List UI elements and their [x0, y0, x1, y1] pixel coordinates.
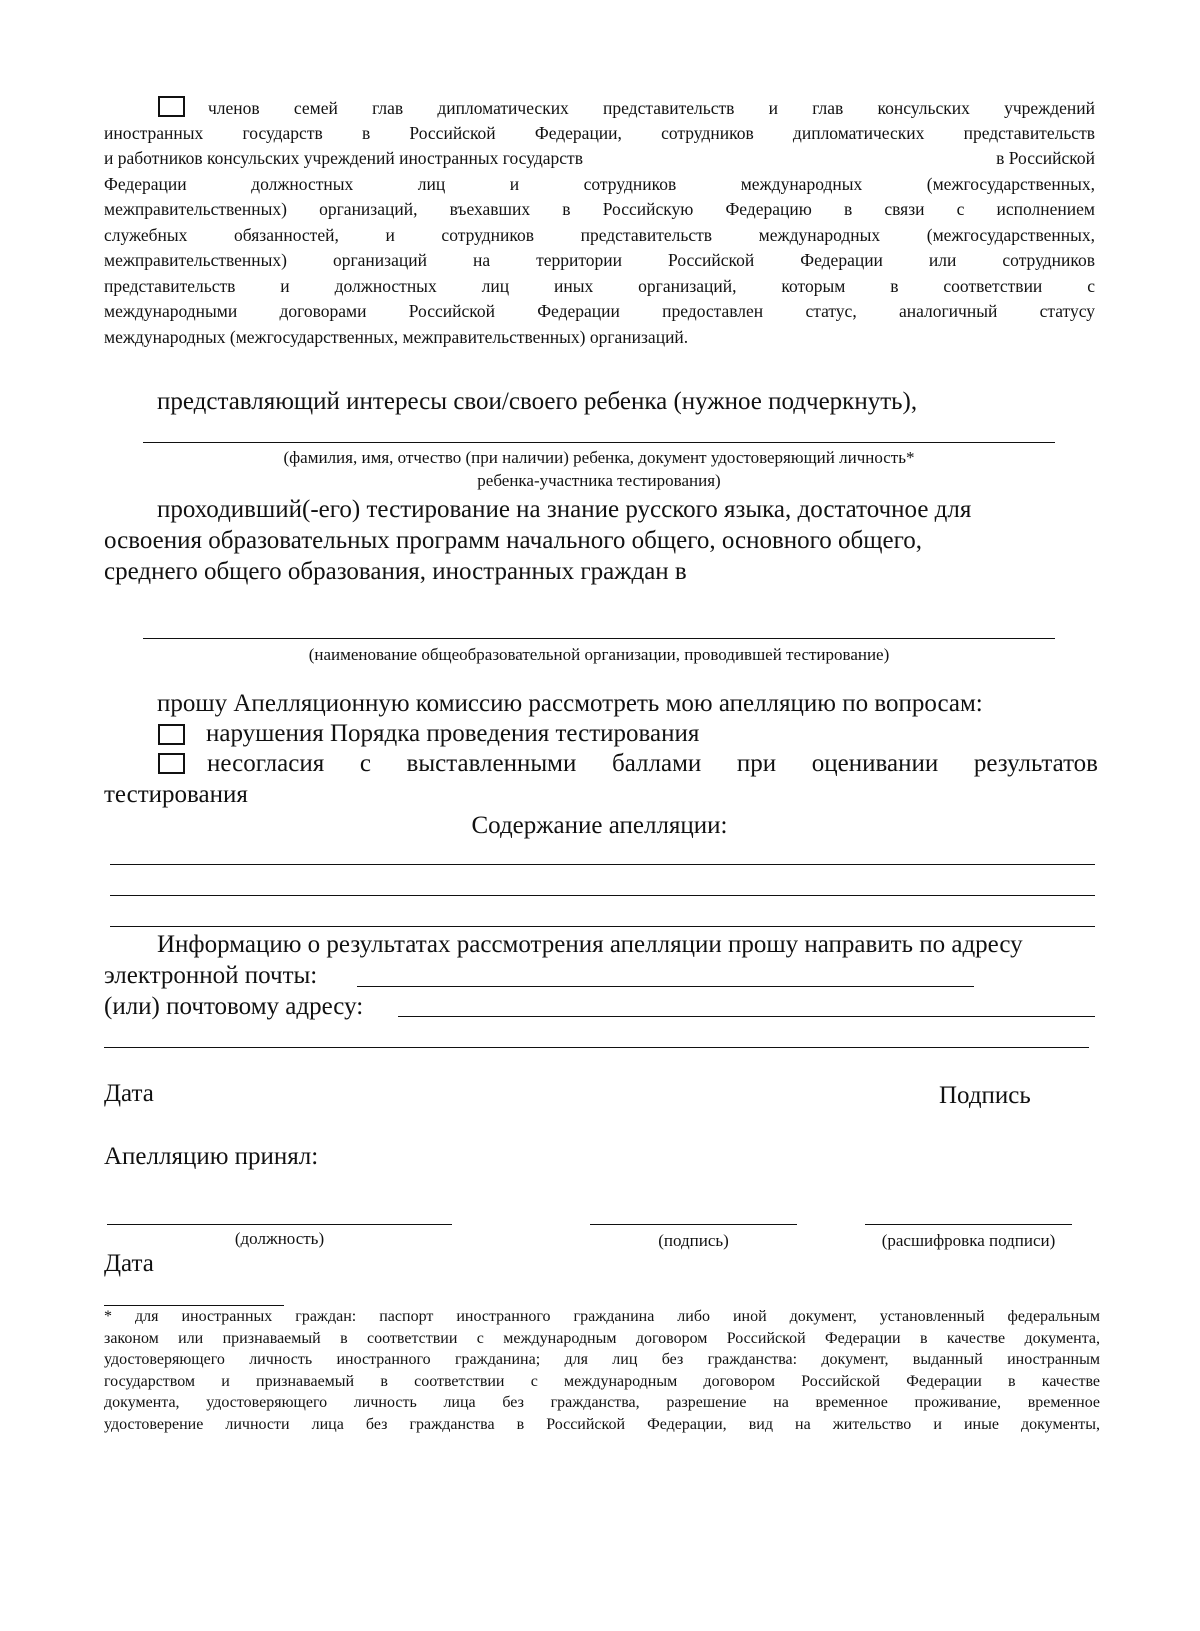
post-address-field-line[interactable]	[398, 1016, 1095, 1017]
category-checkbox[interactable]	[158, 96, 185, 117]
post-address-label: (или) почтовому адресу:	[104, 993, 364, 1020]
category-line-6: служебных обязанностей, и сотрудников представительств международных (межгосударственных,	[104, 225, 1095, 245]
signature-caption: (подпись)	[658, 1231, 729, 1250]
appeal-content-heading: Содержание апелляции:	[471, 812, 728, 839]
category-line-8: представительств и должностных лиц иных организаций, которым в соответствии с	[104, 276, 1095, 296]
signature-label: Подпись	[939, 1082, 1031, 1109]
organization-field-line[interactable]	[143, 638, 1055, 639]
appeal-content-line-2[interactable]	[110, 895, 1095, 896]
post-address-field-line-2[interactable]	[104, 1047, 1089, 1048]
procedure-violation-label: нарушения Порядка проведения тестирования	[206, 720, 700, 747]
position-field-line[interactable]	[107, 1224, 452, 1225]
child-name-field-line[interactable]	[143, 442, 1055, 443]
footnote-line-4: государством и признаваемый в соответствии с международным договором Российской Федерации в качестве	[104, 1373, 1100, 1390]
child-name-caption-1: (фамилия, имя, отчество (при наличии) ребенка, документ удостоверяющий личность*	[283, 448, 915, 467]
testing-line-1: проходивший(-его) тестирование на знание русского языка, достаточное для	[157, 496, 972, 523]
category-line-3b: в Российской	[996, 148, 1095, 168]
category-line-1: членов семей глав дипломатических представительств и глав консульских учреждений	[208, 98, 1095, 118]
position-caption: (должность)	[234, 1229, 325, 1248]
footnote-line-1: * для иностранных граждан: паспорт иностранного гражданина либо иной документ, установленный федеральным	[104, 1308, 1100, 1325]
category-line-7: межправительственных) организаций на территории Российской Федерации или сотрудников	[104, 250, 1095, 270]
appeal-request: прошу Апелляционную комиссию рассмотреть мою апелляцию по вопросам:	[157, 690, 983, 717]
testing-line-3: среднего общего образования, иностранных граждан в	[104, 558, 687, 585]
date-label-2: Дата	[104, 1250, 154, 1277]
category-line-9: международными договорами Российской Федерации предоставлен статус, аналогичный статусу	[104, 301, 1095, 321]
testing-line-2: освоения образовательных программ начального общего, основного общего,	[104, 527, 922, 554]
accepted-by-label: Апелляцию принял:	[104, 1143, 319, 1170]
category-line-2: иностранных государств в Российской Федерации, сотрудников дипломатических представительств	[104, 123, 1095, 143]
organization-caption: (наименование общеобразовательной организации, проводившей тестирование)	[308, 645, 890, 664]
appeal-content-line-3[interactable]	[110, 926, 1095, 927]
email-field-line[interactable]	[357, 986, 974, 987]
category-line-4: Федерации должностных лиц и сотрудников международных (межгосударственных,	[104, 174, 1095, 194]
procedure-violation-checkbox[interactable]	[158, 724, 185, 745]
footnote-line-2: законом или признаваемый в соответствии с международным договором Российской Федерации в качестве документа,	[104, 1330, 1100, 1347]
footnote-line-5: документа, удостоверяющего личность лица без гражданства, разрешение на временное проживание, временное	[104, 1394, 1100, 1411]
score-disagreement-label: несогласия с выставленными баллами при оценивании результатов	[207, 750, 1098, 777]
child-name-caption-2: ребенка-участника тестирования)	[477, 471, 721, 490]
category-line-3: и работников консульских учреждений иностранных государств	[104, 148, 583, 168]
footnote-line-3: удостоверяющего личность иностранного гражданина; для лиц без гражданства: документ, выданный иностранным	[104, 1351, 1100, 1368]
category-line-5: межправительственных) организаций, въехавших в Российскую Федерацию в связи с исполнением	[104, 199, 1095, 219]
category-line-10: международных (межгосударственных, межправительственных) организаций.	[104, 327, 689, 347]
appeal-content-line-1[interactable]	[110, 864, 1095, 865]
contact-text: Информацию о результатах рассмотрения апелляции прошу направить по адресу	[157, 931, 1023, 958]
representing-text: представляющий интересы свои/своего ребенка (нужное подчеркнуть),	[157, 388, 918, 415]
score-disagreement-checkbox[interactable]	[158, 753, 185, 774]
email-label: электронной почты:	[104, 962, 318, 989]
score-disagreement-label-cont: тестирования	[104, 781, 248, 808]
signature-field-line[interactable]	[590, 1224, 797, 1225]
date-label: Дата	[104, 1080, 154, 1107]
decoding-field-line[interactable]	[865, 1224, 1072, 1225]
footnote-line-6: удостоверение личности лица без гражданства в Российской Федерации, вид на жительство и иные документы,	[104, 1416, 1100, 1433]
decoding-caption: (расшифровка подписи)	[881, 1231, 1056, 1250]
